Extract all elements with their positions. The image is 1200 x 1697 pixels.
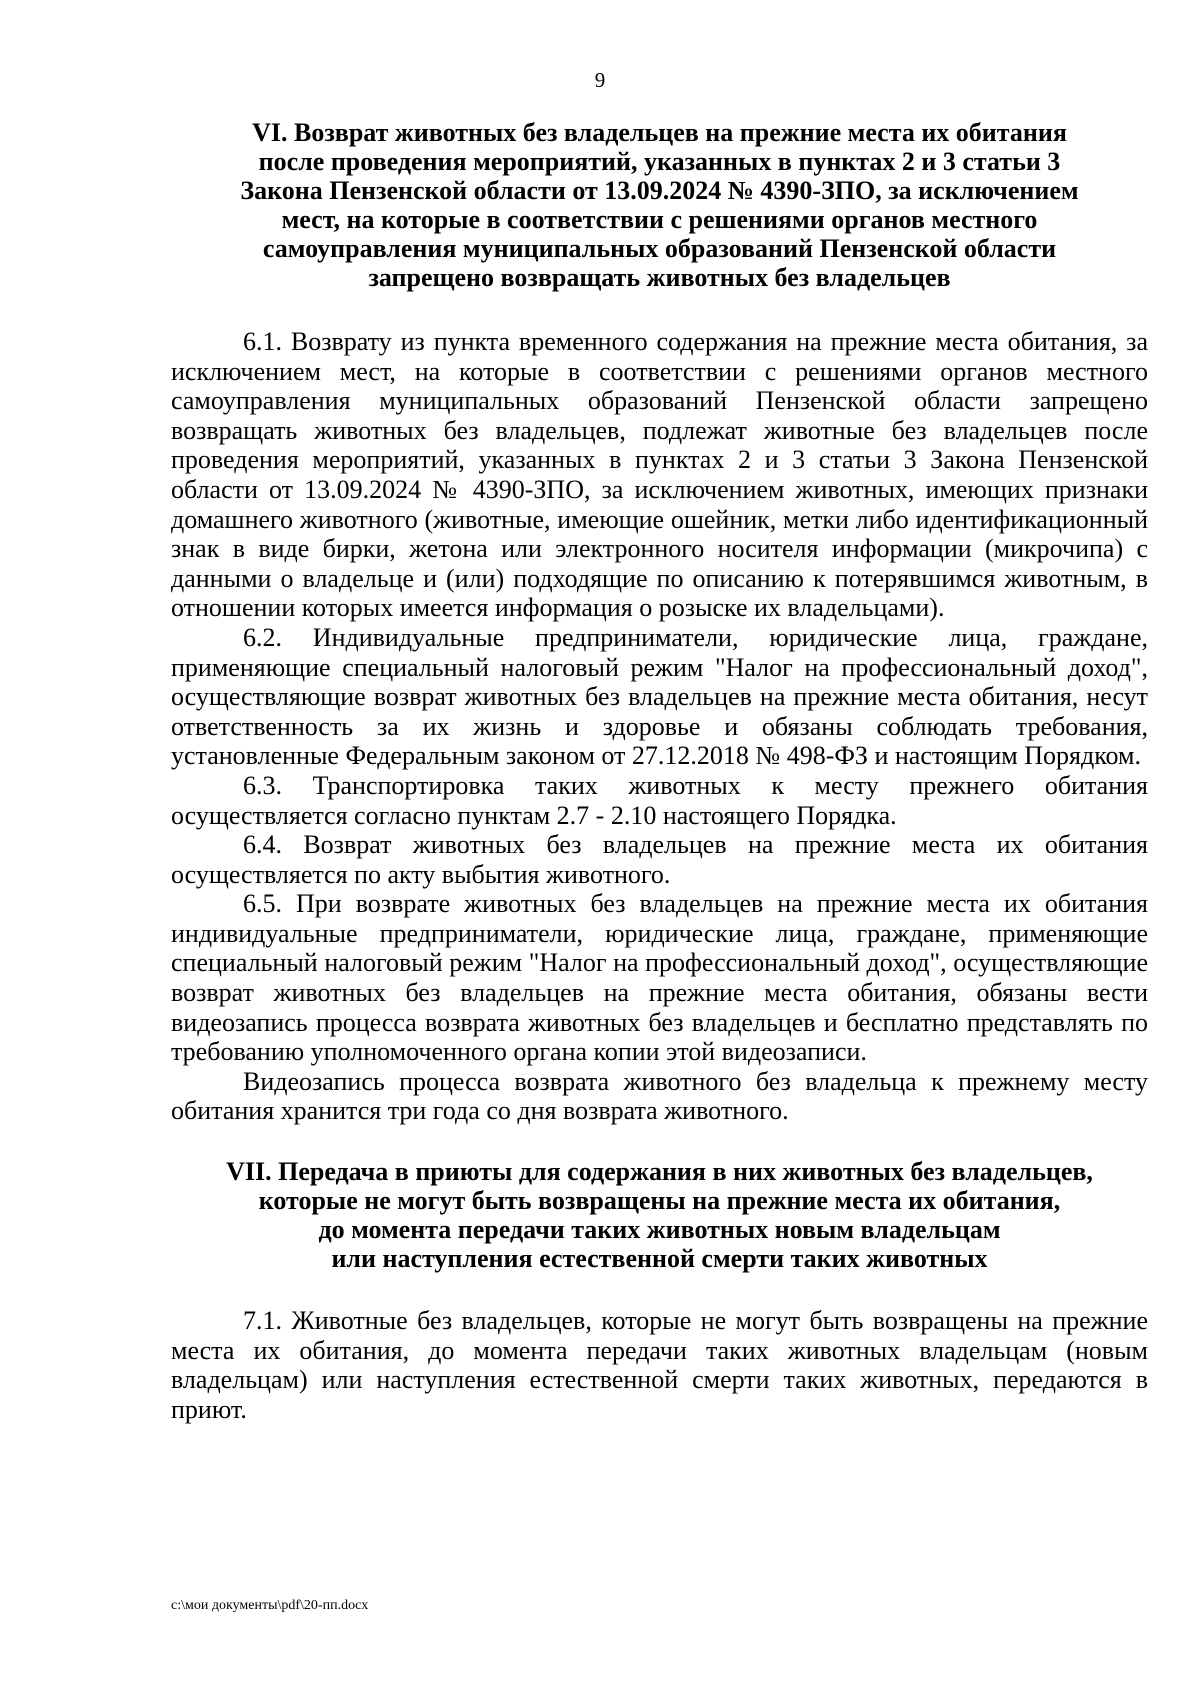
page-content xyxy=(171,118,1148,1424)
footer-file-path: c:\мои документы\pdf\20-пп.docx xyxy=(171,1598,369,1613)
section-6-heading-line: мест, на которые в соответствии с решениями органов местного xyxy=(281,205,1038,234)
section-7-heading-line: до момента передачи таких животных новым владельцам xyxy=(318,1215,1001,1245)
page-number: 9 xyxy=(594,68,606,92)
section-6-heading-line: Закона Пензенской области от 13.09.2024 № 4390-ЗПО, за исключением xyxy=(240,176,1079,205)
section-6-heading-line: VI. Возврат животных без владельцев на прежние места их обитания xyxy=(252,118,1067,147)
paragraph-6-2: 6.2. Индивидуальные предприниматели, юридические лица, граждане, применяющие специальный налоговый режим "Налог на профессиональный доход", осуществляющие возврат животных без владельцев на прежние места обитания, несут ответственность за их жизнь и здоровье и обязаны соблюдать требования, установленные Федеральным законом от 27.12.2018 № 498-ФЗ и настоящим Порядком. xyxy=(171,622,1148,771)
paragraph-6-5: 6.5. При возврате животных без владельцев на прежние места их обитания индивидуальные предприниматели, юридические лица, граждане, применяющие специальный налоговый режим "Налог на профессиональный доход", осуществляющие возврат животных без владельцев на прежние места обитания, обязаны вести видеозапись процесса возврата животных без владельцев и бесплатно представлять по требованию уполномоченного органа копии этой видеозаписи. xyxy=(171,889,1148,1067)
paragraph-6-3: 6.3. Транспортировка таких животных к месту прежнего обитания осуществляется согласно пунктам 2.7 - 2.10 настоящего Порядка. xyxy=(171,770,1148,830)
paragraph-6-1: 6.1. Возврату из пункта временного содержания на прежние места обитания, за исключением мест, на которые в соответствии с решениями органов местного самоуправления муниципальных образований Пензенской области запрещено возвращать животных без владельцев, подлежат животные без владельцев после проведения мероприятий, указанных в пунктах 2 и 3 статьи 3 Закона Пензенской области от 13.09.2024 № 4390-ЗПО, за исключением животных, имеющих признаки домашнего животного (животные, имеющие ошейник, метки либо идентификационный знак в виде бирки, жетона или электронного носителя информации (микрочипа) с данными о владельце и (или) подходящие по описанию к потерявшимся животным, в отношении которых имеется информация о розыске их владельцами). xyxy=(171,327,1148,623)
section-6-heading-line: после проведения мероприятий, указанных в пунктах 2 и 3 статьи 3 xyxy=(258,147,1061,176)
spacer xyxy=(171,1126,1148,1157)
spacer xyxy=(171,292,1148,327)
section-7-heading-line: или наступления естественной смерти таких животных xyxy=(331,1244,988,1274)
section-6-heading-line: самоуправления муниципальных образований Пензенской области xyxy=(262,234,1057,263)
section-6-heading-line: запрещено возвращать животных без владельцев xyxy=(368,263,951,292)
section-7-heading-line: VII. Передача в приюты для содержания в них животных без владельцев, xyxy=(226,1157,1093,1187)
paragraph-6-4: 6.4. Возврат животных без владельцев на прежние места их обитания осуществляется по акту выбытия животного. xyxy=(171,830,1148,889)
section-7-heading-line: которые не могут быть возвращены на прежние места их обитания, xyxy=(258,1186,1061,1216)
paragraph-6-5-video: Видеозапись процесса возврата животного без владельца к прежнему месту обитания хранится три года со дня возврата животного. xyxy=(171,1066,1148,1126)
section-6-heading xyxy=(171,118,1148,292)
paragraph-7-1: 7.1. Животные без владельцев, которые не могут быть возвращены на прежние места их обитания, до момента передачи таких животных владельцам (новым владельцам) или наступления естественной смерти таких животных, передаются в приют. xyxy=(171,1306,1148,1424)
section-7-heading xyxy=(171,1157,1148,1273)
spacer xyxy=(171,1273,1148,1306)
